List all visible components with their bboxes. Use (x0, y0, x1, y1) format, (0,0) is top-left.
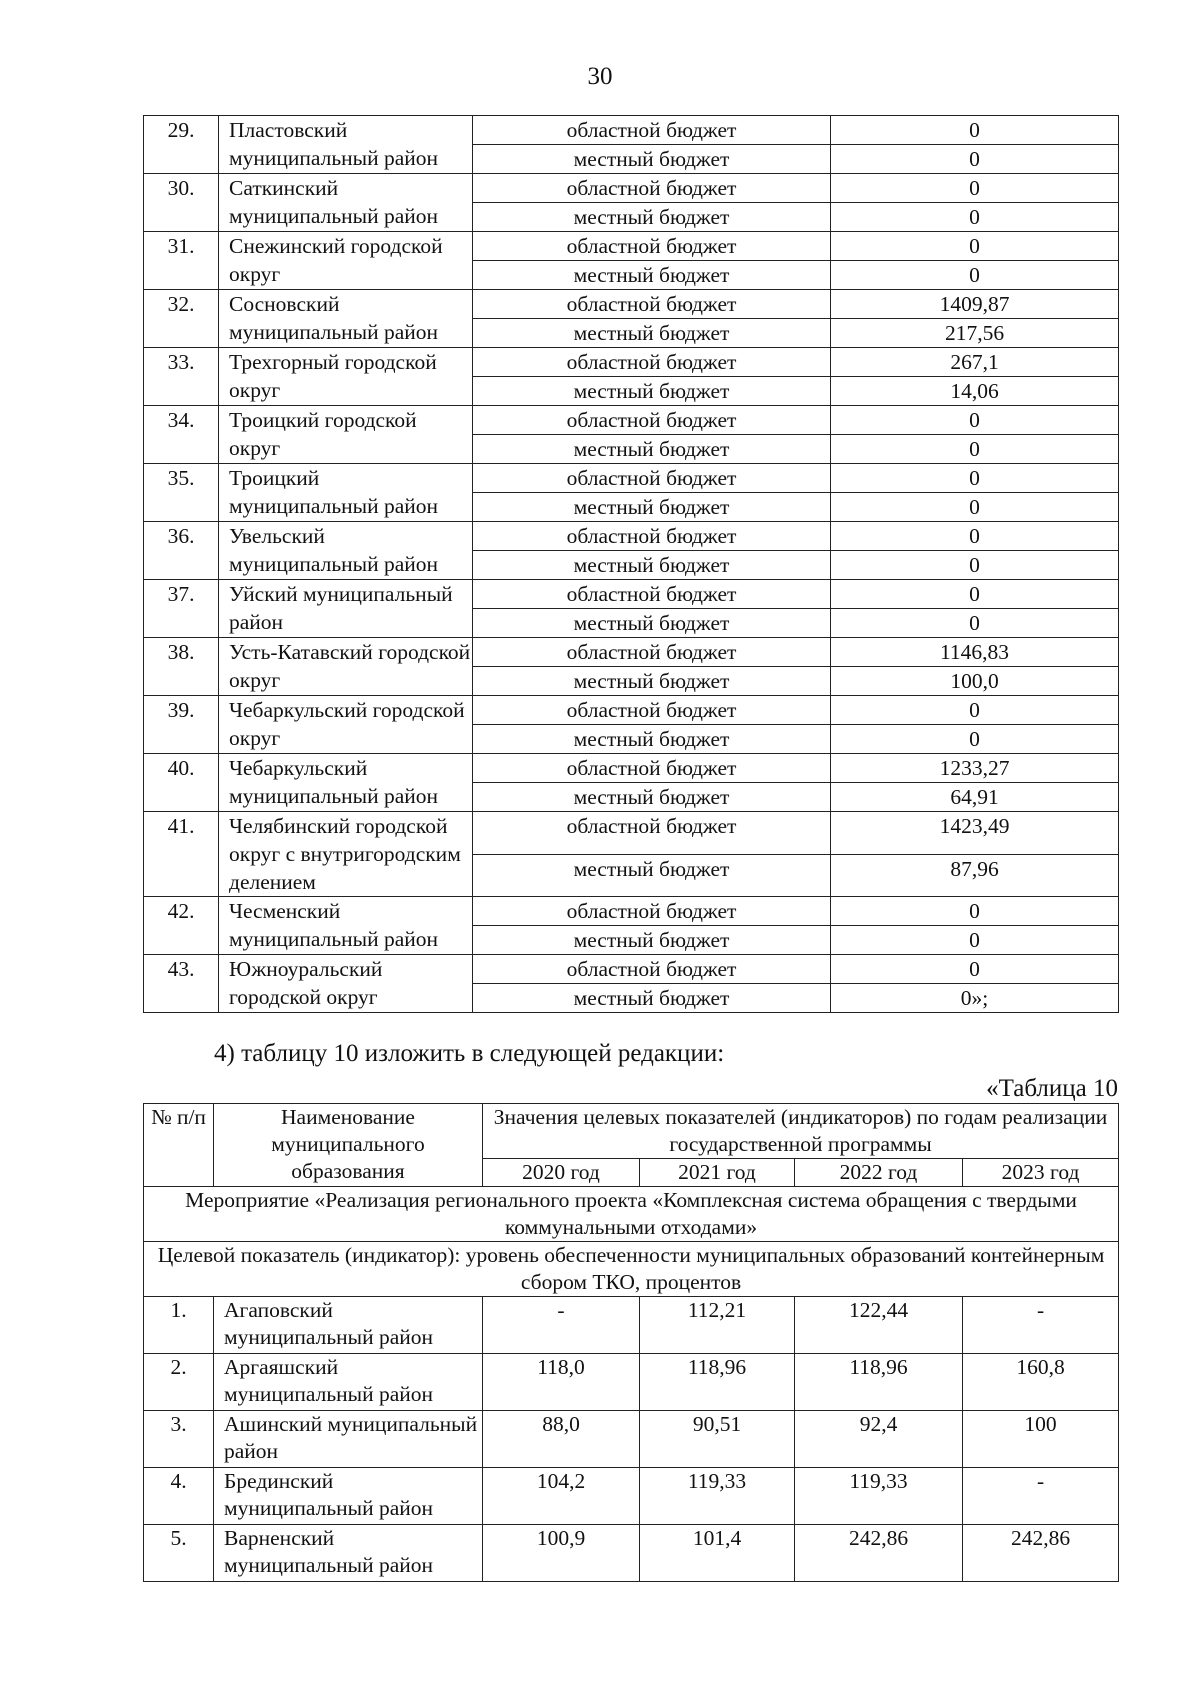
budget-source: местный бюджет (473, 261, 831, 290)
header-name: Наименование муниципального образования (214, 1104, 483, 1187)
table-row (144, 897, 1119, 926)
page-number: 30 (587, 63, 613, 90)
indicator-value: 242,86 (963, 1525, 1119, 1582)
budget-source: областной бюджет (473, 955, 831, 984)
row-number: 37. (144, 580, 219, 638)
budget-source: областной бюджет (473, 116, 831, 145)
budget-value: 1233,27 (831, 754, 1119, 783)
budget-source: местный бюджет (473, 377, 831, 406)
municipality-name: Троицкий муниципальный район (219, 464, 473, 522)
indicator-table-body (144, 1297, 1119, 1582)
row-number: 34. (144, 406, 219, 464)
budget-value: 0 (831, 609, 1119, 638)
municipality-name: Челябинский городской округ с внутригородским делением (219, 812, 473, 897)
header-year: 2020 год (483, 1159, 640, 1187)
budget-value: 0 (831, 897, 1119, 926)
municipality-name: Варненский муниципальный район (214, 1525, 483, 1582)
budget-source: местный бюджет (473, 783, 831, 812)
budget-source: местный бюджет (473, 854, 831, 897)
table-row (144, 1354, 1119, 1411)
budget-source: областной бюджет (473, 812, 831, 855)
header-year: 2023 год (963, 1159, 1119, 1187)
budget-source: областной бюджет (473, 348, 831, 377)
indicator-value: 119,33 (795, 1468, 963, 1525)
municipality-name: Чебаркульский муниципальный район (219, 754, 473, 812)
municipality-name: Усть-Катавский городской округ (219, 638, 473, 696)
row-number: 3. (144, 1411, 214, 1468)
indicator-value: 92,4 (795, 1411, 963, 1468)
municipality-name: Брединский муниципальный район (214, 1468, 483, 1525)
row-number: 30. (144, 174, 219, 232)
indicator-value: 100,9 (483, 1525, 640, 1582)
row-number: 42. (144, 897, 219, 955)
indicator-value: 160,8 (963, 1354, 1119, 1411)
indicator-value: 100 (963, 1411, 1119, 1468)
indicator-value: - (963, 1468, 1119, 1525)
indicator-value: - (483, 1297, 640, 1354)
indicator-value: 112,21 (640, 1297, 795, 1354)
budget-source: местный бюджет (473, 493, 831, 522)
budget-value: 0 (831, 435, 1119, 464)
municipality-name: Снежинский городской округ (219, 232, 473, 290)
header-values-group: Значения целевых показателей (индикаторов) по годам реализации государственной программы (483, 1104, 1119, 1159)
budget-value: 0 (831, 145, 1119, 174)
table-row (144, 638, 1119, 667)
budget-source: местный бюджет (473, 725, 831, 754)
budget-source: местный бюджет (473, 667, 831, 696)
budget-source: областной бюджет (473, 290, 831, 319)
budget-value: 0 (831, 464, 1119, 493)
municipality-name: Троицкий городской округ (219, 406, 473, 464)
table-row (144, 522, 1119, 551)
indicator-value: 88,0 (483, 1411, 640, 1468)
funding-table-body (144, 116, 1119, 1013)
row-number: 5. (144, 1525, 214, 1582)
budget-value: 0 (831, 580, 1119, 609)
table-row (144, 290, 1119, 319)
budget-value: 0 (831, 116, 1119, 145)
table-row (144, 116, 1119, 145)
municipality-name: Сосновский муниципальный район (219, 290, 473, 348)
budget-value: 0 (831, 406, 1119, 435)
amendment-instruction: 4) таблицу 10 изложить в следующей редакции: (214, 1040, 725, 1067)
indicator-value: 118,0 (483, 1354, 640, 1411)
budget-value: 0 (831, 551, 1119, 580)
row-number: 31. (144, 232, 219, 290)
budget-value: 1409,87 (831, 290, 1119, 319)
row-number: 38. (144, 638, 219, 696)
municipality-name: Увельский муниципальный район (219, 522, 473, 580)
table-row (144, 696, 1119, 725)
municipality-name: Саткинский муниципальный район (219, 174, 473, 232)
budget-source: областной бюджет (473, 406, 831, 435)
row-number: 41. (144, 812, 219, 897)
indicator-value: 122,44 (795, 1297, 963, 1354)
budget-value: 64,91 (831, 783, 1119, 812)
table-row (144, 1468, 1119, 1525)
budget-source: местный бюджет (473, 551, 831, 580)
budget-source: местный бюджет (473, 435, 831, 464)
municipality-name: Ашинский муниципальный район (214, 1411, 483, 1468)
row-number: 36. (144, 522, 219, 580)
budget-value: 0»; (831, 984, 1119, 1013)
municipality-name: Чесменский муниципальный район (219, 897, 473, 955)
budget-source: областной бюджет (473, 696, 831, 725)
budget-source: областной бюджет (473, 638, 831, 667)
indicator-value: 242,86 (795, 1525, 963, 1582)
budget-source: областной бюджет (473, 754, 831, 783)
indicator-value: 104,2 (483, 1468, 640, 1525)
indicator-value: - (963, 1297, 1119, 1354)
budget-value: 14,06 (831, 377, 1119, 406)
indicator-value: 119,33 (640, 1468, 795, 1525)
budget-source: местный бюджет (473, 145, 831, 174)
budget-value: 0 (831, 522, 1119, 551)
table-row (144, 580, 1119, 609)
table-row (144, 406, 1119, 435)
municipality-name: Южноуральский городской округ (219, 955, 473, 1013)
row-number: 1. (144, 1297, 214, 1354)
table-row (144, 812, 1119, 855)
row-number: 2. (144, 1354, 214, 1411)
indicator-value: 90,51 (640, 1411, 795, 1468)
row-number: 29. (144, 116, 219, 174)
indicator-value: 101,4 (640, 1525, 795, 1582)
budget-value: 267,1 (831, 348, 1119, 377)
budget-source: областной бюджет (473, 174, 831, 203)
budget-value: 0 (831, 926, 1119, 955)
indicator-value: 118,96 (640, 1354, 795, 1411)
municipality-name: Пластовский муниципальный район (219, 116, 473, 174)
budget-source: местный бюджет (473, 319, 831, 348)
row-number: 32. (144, 290, 219, 348)
budget-source: местный бюджет (473, 203, 831, 232)
budget-source: областной бюджет (473, 580, 831, 609)
table-row (144, 464, 1119, 493)
header-year: 2022 год (795, 1159, 963, 1187)
budget-value: 87,96 (831, 854, 1119, 897)
event-title: Мероприятие «Реализация регионального проекта «Комплексная система обращения с твердыми коммунальными отходами» (144, 1187, 1119, 1242)
budget-source: областной бюджет (473, 897, 831, 926)
table-row (144, 232, 1119, 261)
budget-value: 0 (831, 725, 1119, 754)
row-number: 33. (144, 348, 219, 406)
budget-value: 0 (831, 955, 1119, 984)
municipality-name: Уйский муниципальный район (219, 580, 473, 638)
indicator-value: 118,96 (795, 1354, 963, 1411)
budget-value: 0 (831, 493, 1119, 522)
budget-source: местный бюджет (473, 984, 831, 1013)
table-row (144, 348, 1119, 377)
budget-source: областной бюджет (473, 464, 831, 493)
budget-value: 1423,49 (831, 812, 1119, 855)
budget-value: 0 (831, 261, 1119, 290)
municipality-name: Чебаркульский городской округ (219, 696, 473, 754)
indicator-title: Целевой показатель (индикатор): уровень обеспеченности муниципальных образований контейнерным сбором ТКО, процентов (144, 1242, 1119, 1297)
header-num: № п/п (144, 1104, 214, 1187)
budget-source: местный бюджет (473, 926, 831, 955)
budget-value: 100,0 (831, 667, 1119, 696)
budget-value: 0 (831, 232, 1119, 261)
table-row (144, 1297, 1119, 1354)
row-number: 35. (144, 464, 219, 522)
budget-value: 0 (831, 696, 1119, 725)
municipality-name: Аргаяшский муниципальный район (214, 1354, 483, 1411)
row-number: 43. (144, 955, 219, 1013)
table-row (144, 754, 1119, 783)
table-row (144, 174, 1119, 203)
table-row (144, 1411, 1119, 1468)
budget-value: 0 (831, 203, 1119, 232)
table-row (144, 1525, 1119, 1582)
budget-source: областной бюджет (473, 522, 831, 551)
municipality-name: Трехгорный городской округ (219, 348, 473, 406)
budget-value: 1146,83 (831, 638, 1119, 667)
budget-value: 0 (831, 174, 1119, 203)
indicator-table (143, 1103, 1119, 1582)
budget-source: областной бюджет (473, 232, 831, 261)
municipality-name: Агаповский муниципальный район (214, 1297, 483, 1354)
row-number: 4. (144, 1468, 214, 1525)
funding-table (143, 115, 1119, 1013)
budget-source: местный бюджет (473, 609, 831, 638)
table-10-caption: «Таблица 10 (986, 1075, 1118, 1102)
header-year: 2021 год (640, 1159, 795, 1187)
budget-value: 217,56 (831, 319, 1119, 348)
table-row (144, 955, 1119, 984)
row-number: 39. (144, 696, 219, 754)
indicator-table-head (144, 1104, 1119, 1297)
row-number: 40. (144, 754, 219, 812)
